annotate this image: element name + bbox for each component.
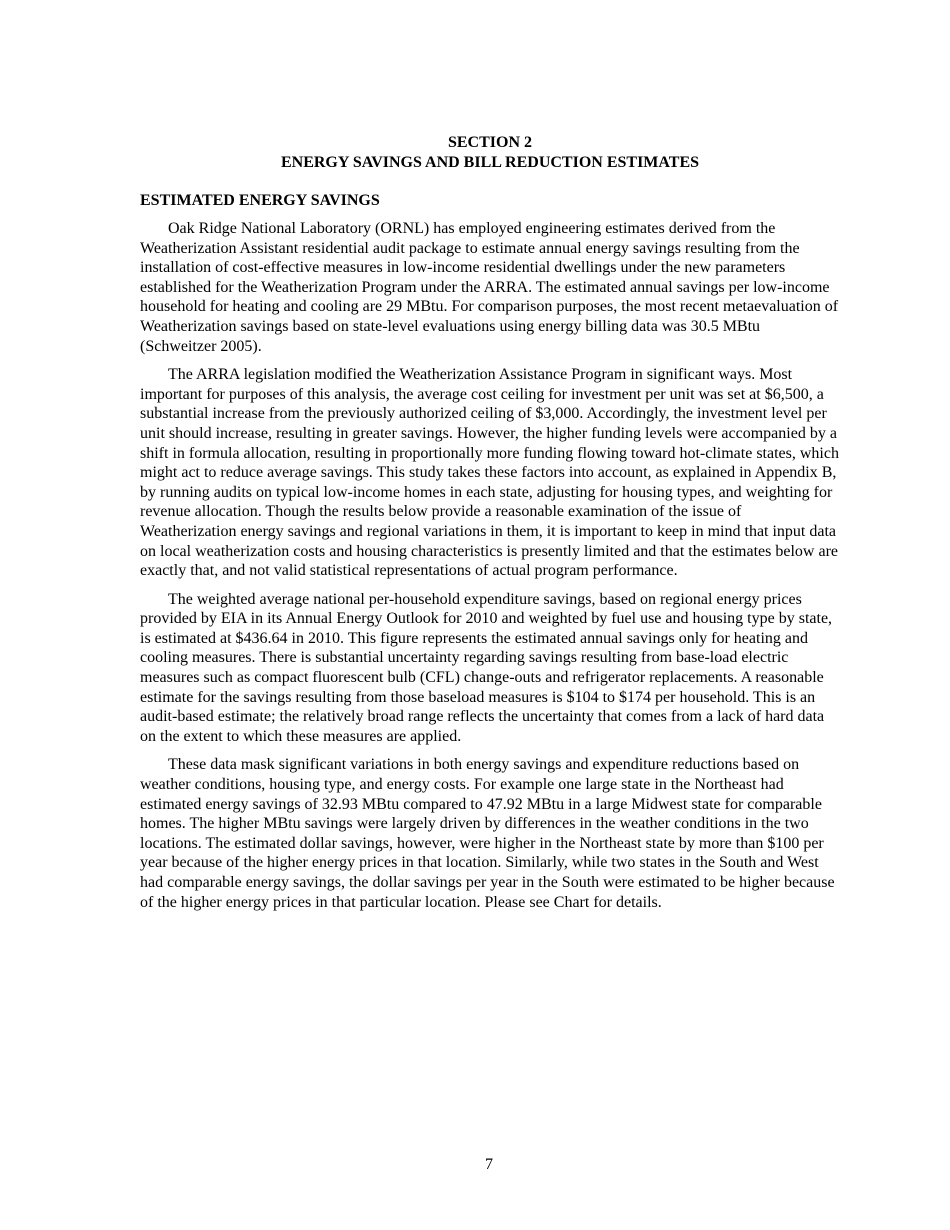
paragraph-regional-variations: These data mask significant variations in both energy savings and expenditure reductions based on weather conditions, housing type, and energy costs. For example one large state in the Northeast had estimated energy savings of 32.93 MBtu compared to 47.92 MBtu in a large Midwest state for comparable homes. The higher MBtu savings were largely driven by differences in the weather conditions in the two locations. The estimated dollar savings, however, were higher in the Northeast state by more than $100 per year because of the higher energy prices in that location. Similarly, while two states in the South and West had comparable energy savings, the dollar savings per year in the South were estimated to be higher because of the higher energy prices in that particular location. Please see Chart for details. bbox=[140, 756, 835, 911]
paragraph-expenditure-savings: The weighted average national per-household expenditure savings, based on regional energy prices provided by EIA in its Annual Energy Outlook for 2010 and weighted by fuel use and housing type by state, is estimated at $436.64 in 2010. This figure represents the estimated annual savings only for heating and cooling measures. There is substantial uncertainty regarding savings resulting from base-load electric measures such as compact fluorescent bulb (CFL) change-outs and refrigerator replacements. A reasonable estimate for the savings resulting from those baseload measures is $104 to $174 per household. This is an audit-based estimate; the relatively broad range reflects the uncertainty that comes from a lack of hard data on the extent to which these measures are applied. bbox=[140, 590, 833, 745]
section-label: SECTION 2 bbox=[447, 134, 533, 151]
paragraph-arra-legislation: The ARRA legislation modified the Weatherization Assistance Program in significant ways. Most important for purposes of this analysis, the average cost ceiling for investment per unit was set at $6,500, a substantial increase from the previously authorized ceiling of $3,000. Accordingly, the investment level per unit should increase, resulting in greater savings. However, the higher funding levels were accompanied by a shift in formula allocation, resulting in proportionally more funding flowing toward hot-climate states, which might act to reduce average savings. This study takes these factors into account, as explained in Appendix B, by running audits on typical low-income homes in each state, adjusting for housing types, and weighting for revenue allocation. Though the results below provide a reasonable examination of the issue of Weatherization energy savings and regional variations in them, it is important to keep in mind that input data on local weatherization costs and housing characteristics is presently limited and that the estimates below are exactly that, and not valid statistical representations of actual program performance. bbox=[140, 366, 839, 580]
document-page bbox=[140, 133, 840, 921]
subsection-title: ESTIMATED ENERGY SAVINGS bbox=[140, 192, 380, 209]
paragraph-ornl-estimates: Oak Ridge National Laboratory (ORNL) has employed engineering estimates derived from the Weatherization Assistant residential audit package to estimate annual energy savings resulting from the installation of cost-effective measures in low-income residential dwellings under the new parameters established for the Weatherization Program under the ARRA. The estimated annual savings per low-income household for heating and cooling are 29 MBtu. For comparison purposes, the most recent metaevaluation of Weatherization savings based on state-level evaluations using energy billing data was 30.5 MBtu (Schweitzer 2005). bbox=[140, 220, 839, 355]
page-number: 7 bbox=[485, 1156, 493, 1173]
section-title: ENERGY SAVINGS AND BILL REDUCTION ESTIMATES bbox=[280, 154, 700, 171]
